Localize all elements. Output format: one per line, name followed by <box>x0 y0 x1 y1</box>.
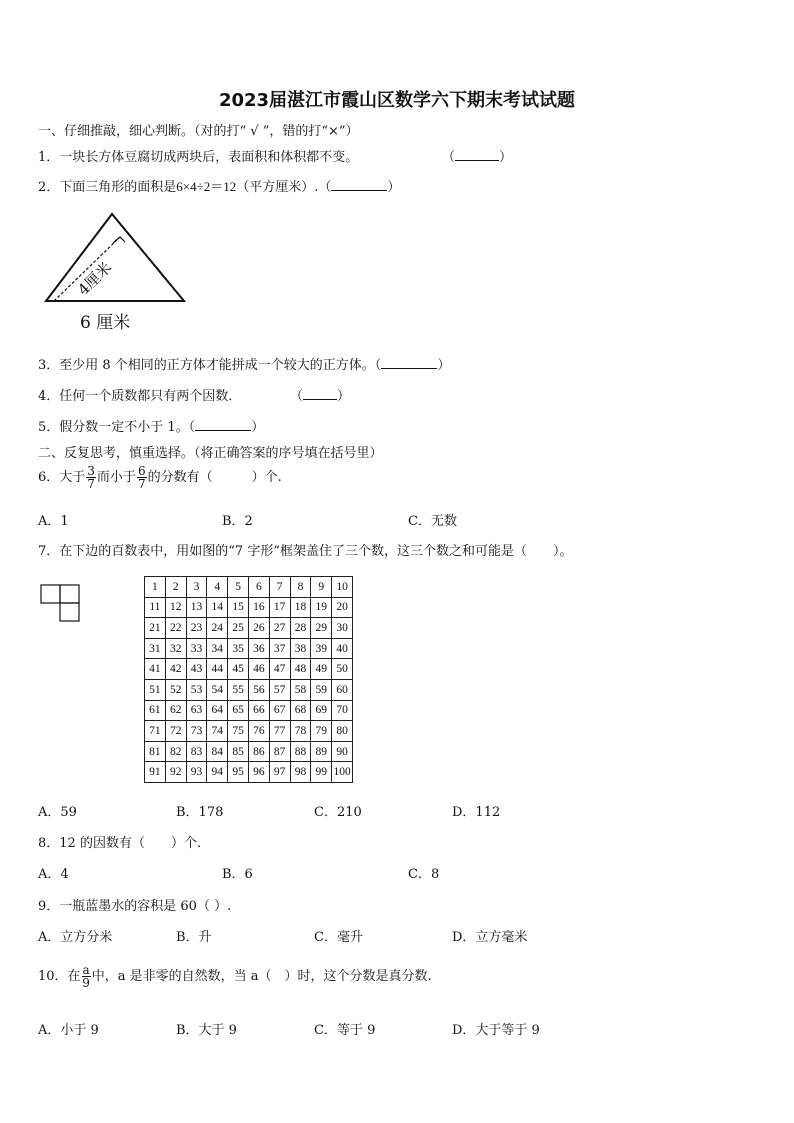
q9-option-b[interactable]: B．升 <box>176 930 212 945</box>
hundred-chart-cell: 75 <box>228 721 249 742</box>
q7-option-c[interactable]: C．210 <box>314 805 362 820</box>
hundred-chart-cell: 55 <box>228 679 249 700</box>
hundred-chart-row <box>145 700 353 721</box>
hundred-chart-cell: 19 <box>311 597 332 618</box>
hundred-chart-cell: 15 <box>228 597 249 618</box>
hundred-chart-row <box>145 577 353 598</box>
hundred-chart-cell: 17 <box>269 597 290 618</box>
hundred-chart-cell: 38 <box>290 638 311 659</box>
hundred-chart-cell: 9 <box>311 577 332 598</box>
q9-option-a[interactable]: A．立方分米 <box>38 930 113 945</box>
hundred-chart-cell: 5 <box>228 577 249 598</box>
hundred-chart-cell: 21 <box>145 618 166 639</box>
question-2-text: 2．下面三角形的面积是 <box>38 180 177 195</box>
fraction-3-7: $\frac{3}{7}$ <box>87 464 95 491</box>
hundred-chart-cell: 30 <box>332 618 353 639</box>
hundred-chart-cell: 92 <box>165 762 186 783</box>
question-4-answer[interactable]: （ ） <box>290 389 351 404</box>
q7-option-b[interactable]: B．178 <box>176 805 224 820</box>
hundred-chart-cell: 37 <box>269 638 290 659</box>
hundred-chart-cell: 8 <box>290 577 311 598</box>
hundred-chart-cell: 33 <box>186 638 207 659</box>
question-2-formula: 6×4÷2＝12 <box>176 179 237 194</box>
hundred-chart-cell: 86 <box>248 741 269 762</box>
hundred-chart-cell: 87 <box>269 741 290 762</box>
hundred-chart-cell: 76 <box>248 721 269 742</box>
hundred-chart-cell: 34 <box>207 638 228 659</box>
hundred-chart-cell: 84 <box>207 741 228 762</box>
hundred-chart-cell: 46 <box>248 659 269 680</box>
hundred-chart-cell: 73 <box>186 721 207 742</box>
hundred-chart-cell: 79 <box>311 721 332 742</box>
question-2: 2．下面三角形的面积是6×4÷2＝12（平方厘米）.（ ） <box>38 179 401 195</box>
question-6: 6．大于 $\frac{3}{7}$ 而小于 $\frac{6}{7}$ 的分数有（ ）个. <box>38 464 282 491</box>
hundred-chart-cell: 68 <box>290 700 311 721</box>
hundred-chart-cell: 56 <box>248 679 269 700</box>
hundred-chart-cell: 99 <box>311 762 332 783</box>
hundred-chart-cell: 14 <box>207 597 228 618</box>
hundred-chart-cell: 10 <box>332 577 353 598</box>
hundred-chart-cell: 91 <box>145 762 166 783</box>
question-1-answer[interactable]: （ ） <box>442 150 513 165</box>
hundred-chart-cell: 93 <box>186 762 207 783</box>
q8-option-b[interactable]: B．6 <box>222 867 253 882</box>
hundred-chart-cell: 45 <box>228 659 249 680</box>
hundred-chart-cell: 96 <box>248 762 269 783</box>
q9-option-d[interactable]: D．立方毫米 <box>452 930 528 945</box>
question-4 <box>38 385 241 404</box>
hundred-chart-cell: 83 <box>186 741 207 762</box>
hundred-chart-cell: 43 <box>186 659 207 680</box>
question-3-text: 3．至少用 8 个相同的正方体才能拼成一个较大的正方体。（ <box>38 358 382 373</box>
hundred-chart-cell: 52 <box>165 679 186 700</box>
fraction-6-7: $\frac{6}{7}$ <box>137 464 146 491</box>
hundred-chart-cell: 66 <box>248 700 269 721</box>
hundred-chart-cell: 50 <box>332 659 353 680</box>
hundred-chart-row <box>145 597 353 618</box>
hundred-chart-cell: 48 <box>290 659 311 680</box>
question-3: 3．至少用 8 个相同的正方体才能拼成一个较大的正方体。（ ） <box>38 358 451 373</box>
hundred-chart-cell: 36 <box>248 638 269 659</box>
hundred-chart-cell: 71 <box>145 721 166 742</box>
q6-option-a[interactable]: A．1 <box>38 514 69 529</box>
hundred-chart-cell: 77 <box>269 721 290 742</box>
hundred-chart-cell: 62 <box>165 700 186 721</box>
hundred-chart-row <box>145 638 353 659</box>
hundred-chart-cell: 58 <box>290 679 311 700</box>
hundred-chart-cell: 69 <box>311 700 332 721</box>
q10-option-a[interactable]: A．小于 9 <box>38 1023 99 1038</box>
hundred-chart-cell: 95 <box>228 762 249 783</box>
section-2-heading: 二、反复思考，慎重选择。（将正确答案的序号填在括号里） <box>38 446 383 461</box>
hundred-chart-cell: 2 <box>165 577 186 598</box>
hundred-chart-cell: 90 <box>332 741 353 762</box>
right-angle-mark <box>113 237 125 243</box>
hundred-chart-cell: 61 <box>145 700 166 721</box>
hundred-chart-cell: 89 <box>311 741 332 762</box>
question-2-unit: （平方厘米）.（ <box>236 180 332 195</box>
hundred-chart-cell: 1 <box>145 577 166 598</box>
hundred-chart-cell: 59 <box>311 679 332 700</box>
hundred-chart-cell: 39 <box>311 638 332 659</box>
hundred-chart-cell: 60 <box>332 679 353 700</box>
q8-option-a[interactable]: A．4 <box>38 867 69 882</box>
hundred-chart-cell: 53 <box>186 679 207 700</box>
hundred-chart-cell: 49 <box>311 659 332 680</box>
answer-blank[interactable] <box>455 148 499 161</box>
page-title: 2023届湛江市霞山区数学六下期末考试试题 <box>218 90 576 111</box>
answer-blank[interactable] <box>381 356 437 369</box>
hundred-chart-cell: 7 <box>269 577 290 598</box>
fraction-a-9: $\frac{a}{9}$ <box>82 963 90 990</box>
hundred-chart-cell: 20 <box>332 597 353 618</box>
answer-blank[interactable] <box>303 387 337 400</box>
hundred-chart-cell: 78 <box>290 721 311 742</box>
hundred-chart-cell: 47 <box>269 659 290 680</box>
triangle-figure <box>36 210 196 336</box>
hundred-chart-row <box>145 679 353 700</box>
hundred-chart-cell: 24 <box>207 618 228 639</box>
hundred-chart-row <box>145 721 353 742</box>
hundred-chart-cell: 81 <box>145 741 166 762</box>
q6-option-b[interactable]: B．2 <box>222 514 253 529</box>
hundred-chart-cell: 72 <box>165 721 186 742</box>
hundred-chart-row <box>145 659 353 680</box>
hundred-chart-cell: 63 <box>186 700 207 721</box>
answer-blank[interactable] <box>331 178 387 191</box>
hundred-chart-cell: 3 <box>186 577 207 598</box>
question-1-text: 1．一块长方体豆腐切成两块后，表面积和体积都不变。 <box>38 150 359 165</box>
q8-option-c[interactable]: C．8 <box>408 867 440 882</box>
hundred-chart-cell: 4 <box>207 577 228 598</box>
hundred-chart-row <box>145 618 353 639</box>
hundred-chart-cell: 18 <box>290 597 311 618</box>
hundred-chart-cell: 97 <box>269 762 290 783</box>
question-7: 7．在下边的百数表中，用如图的“7 字形”框架盖住了三个数，这三个数之和可能是（ ）。 <box>38 544 573 559</box>
hundred-chart-cell: 25 <box>228 618 249 639</box>
q10-option-b[interactable]: B．大于 9 <box>176 1023 237 1038</box>
hundred-chart-cell: 67 <box>269 700 290 721</box>
question-9: 9．一瓶蓝墨水的容积是 60（ ）. <box>38 899 232 914</box>
hundred-chart-cell: 85 <box>228 741 249 762</box>
hundred-chart-cell: 42 <box>165 659 186 680</box>
hundred-chart-cell: 6 <box>248 577 269 598</box>
q7-option-d[interactable]: D．112 <box>452 805 501 820</box>
seven-shape-frame <box>40 584 82 624</box>
hundred-chart-cell: 23 <box>186 618 207 639</box>
hundred-chart-cell: 54 <box>207 679 228 700</box>
hundred-chart-cell: 29 <box>311 618 332 639</box>
hundred-chart-cell: 51 <box>145 679 166 700</box>
hundred-chart-cell: 35 <box>228 638 249 659</box>
hundred-chart-cell: 12 <box>165 597 186 618</box>
hundred-chart <box>144 576 353 783</box>
hundred-chart-cell: 98 <box>290 762 311 783</box>
hundred-chart-cell: 82 <box>165 741 186 762</box>
hundred-chart-cell: 80 <box>332 721 353 742</box>
hundred-chart-cell: 27 <box>269 618 290 639</box>
answer-blank[interactable] <box>195 418 251 431</box>
hundred-chart-cell: 40 <box>332 638 353 659</box>
hundred-chart-cell: 70 <box>332 700 353 721</box>
hundred-chart-cell: 26 <box>248 618 269 639</box>
hundred-chart-cell: 57 <box>269 679 290 700</box>
hundred-chart-cell: 32 <box>165 638 186 659</box>
hundred-chart-row <box>145 741 353 762</box>
base-label: 6 厘米 <box>80 313 131 333</box>
question-1 <box>38 146 358 165</box>
hundred-chart-cell: 64 <box>207 700 228 721</box>
triangle-shape <box>46 214 184 301</box>
q9-option-c[interactable]: C．毫升 <box>314 930 363 945</box>
hundred-chart-cell: 94 <box>207 762 228 783</box>
q10-option-c[interactable]: C．等于 9 <box>314 1023 376 1038</box>
question-8: 8．12 的因数有（ ）个. <box>38 836 202 851</box>
hundred-chart-cell: 16 <box>248 597 269 618</box>
q10-option-d[interactable]: D．大于等于 9 <box>452 1023 540 1038</box>
hundred-chart-cell: 11 <box>145 597 166 618</box>
hundred-chart-cell: 13 <box>186 597 207 618</box>
hundred-chart-cell: 100 <box>332 762 353 783</box>
q6-option-c[interactable]: C．无数 <box>408 514 457 529</box>
hundred-chart-cell: 88 <box>290 741 311 762</box>
hundred-chart-cell: 41 <box>145 659 166 680</box>
hundred-chart-cell: 31 <box>145 638 166 659</box>
q7-option-a[interactable]: A．59 <box>38 805 77 820</box>
question-10: 10．在 $\frac{a}{9}$ 中，a 是非零的自然数，当 a（ ）时，这个分数是真分数. <box>38 963 432 990</box>
question-5: 5．假分数一定不小于 1。（ ） <box>38 420 265 435</box>
hundred-chart-cell: 22 <box>165 618 186 639</box>
hundred-chart-cell: 28 <box>290 618 311 639</box>
section-1-heading: 一、仔细推敲，细心判断。（对的打“ √ ”，错的打“×”） <box>38 124 359 139</box>
question-4-text: 4．任何一个质数都只有两个因数． <box>38 389 242 404</box>
question-5-text: 5．假分数一定不小于 1。（ <box>38 420 196 435</box>
hundred-chart-cell: 65 <box>228 700 249 721</box>
hundred-chart-cell: 74 <box>207 721 228 742</box>
height-label: 4厘米 <box>74 258 116 299</box>
hundred-chart-row <box>145 762 353 783</box>
hundred-chart-cell: 44 <box>207 659 228 680</box>
